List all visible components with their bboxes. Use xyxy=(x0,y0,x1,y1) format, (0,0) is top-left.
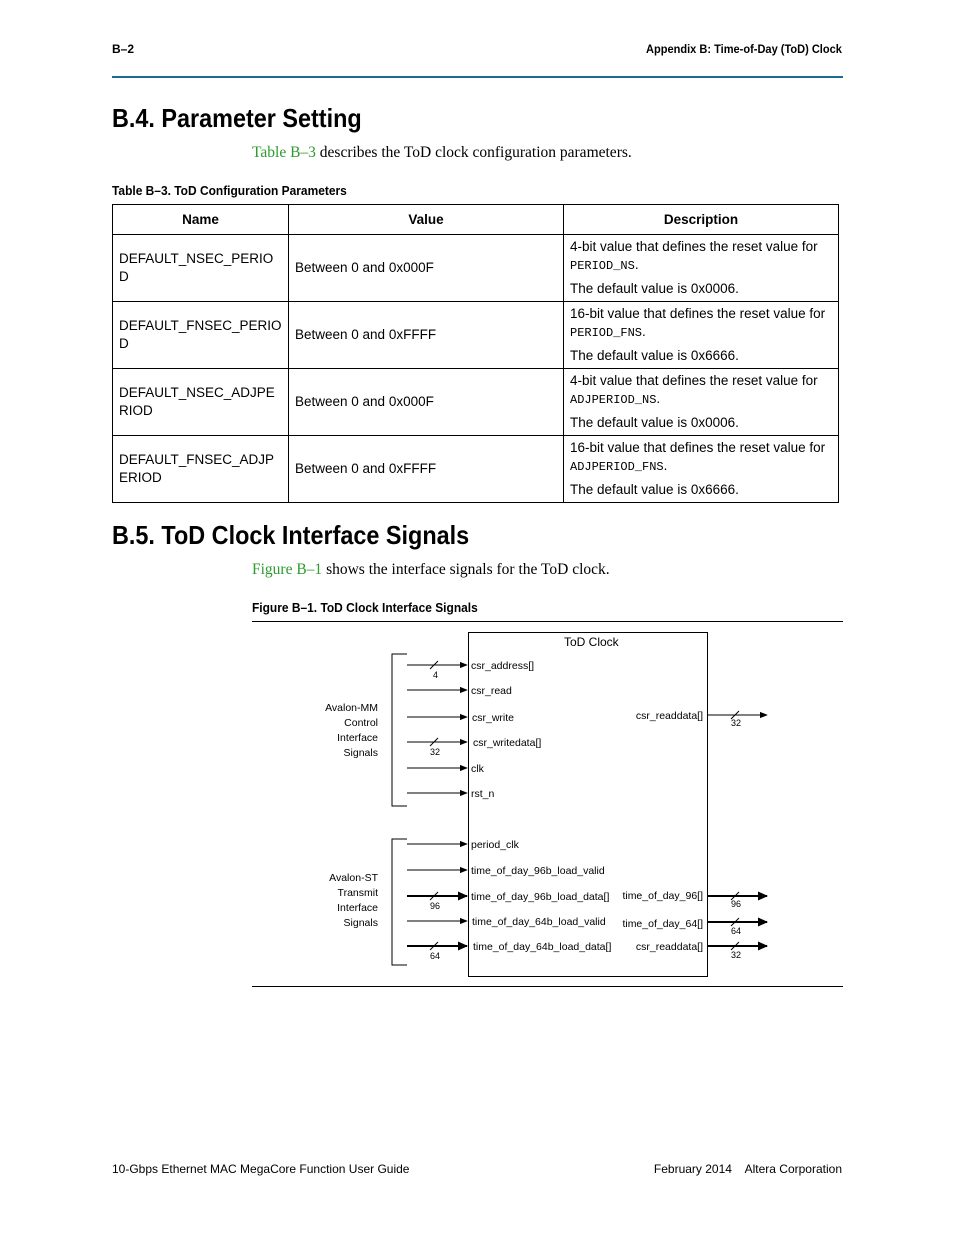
signal-label: rst_n xyxy=(471,788,495,800)
column-header-value: Value xyxy=(289,205,564,235)
section-title-parameter-setting: B.4. Parameter Setting xyxy=(112,103,362,133)
group-label-line: Signals xyxy=(343,917,378,929)
column-header-name: Name xyxy=(113,205,289,235)
avalon-st-bracket xyxy=(392,839,407,965)
page-label: B–2 xyxy=(112,42,135,56)
signal-label: time_of_day_96b_load_valid xyxy=(471,865,605,877)
group-label-line: Interface xyxy=(337,732,378,744)
bus-width: 32 xyxy=(731,950,742,960)
param-description: 16-bit value that defines the reset value for PERIOD_FNS. The default value is 0x6666. xyxy=(564,302,839,369)
group-label-line: Avalon-MM xyxy=(325,702,378,714)
output-label: time_of_day_64[] xyxy=(622,918,703,930)
output-label: csr_readdata[] xyxy=(635,941,703,953)
bus-width: 96 xyxy=(430,901,441,911)
signal-label: csr_writedata[] xyxy=(473,737,542,749)
section-title-interface-signals: B.5. ToD Clock Interface Signals xyxy=(112,520,470,550)
block-title: ToD Clock xyxy=(564,635,619,649)
avalon-mm-label xyxy=(325,702,378,759)
register-name: ADJPERIOD_FNS xyxy=(570,460,664,474)
table-link[interactable]: Table B–3 xyxy=(252,144,316,161)
register-name: PERIOD_NS xyxy=(570,259,635,273)
param-value: Between 0 and 0x000F xyxy=(289,235,564,302)
signal-label: time_of_day_96b_load_data[] xyxy=(471,891,610,903)
param-description: 4-bit value that defines the reset value for ADJPERIOD_NS. The default value is 0x0006. xyxy=(564,369,839,436)
group-label-line: Signals xyxy=(343,747,378,759)
table-caption: Table B–3. ToD Configuration Parameters xyxy=(112,183,347,198)
param-name: DEFAULT_FNSEC_ADJPERIOD xyxy=(113,436,289,503)
description-text: 4-bit value that defines the reset value for xyxy=(570,239,818,254)
param-name: DEFAULT_NSEC_ADJPERIOD xyxy=(113,369,289,436)
bus-width: 96 xyxy=(731,899,742,909)
param-value: Between 0 and 0x000F xyxy=(289,369,564,436)
bus-width: 4 xyxy=(433,670,439,680)
param-name: DEFAULT_FNSEC_PERIOD xyxy=(113,302,289,369)
column-header-description: Description xyxy=(564,205,839,235)
param-value: Between 0 and 0xFFFF xyxy=(289,436,564,503)
signal-label: time_of_day_64b_load_valid xyxy=(472,916,606,928)
group-label-line: Control xyxy=(344,717,378,729)
signal-label: time_of_day_64b_load_data[] xyxy=(473,941,612,953)
footer-date-company: February 2014 Altera Corporation xyxy=(653,1162,842,1176)
description-text: 16-bit value that defines the reset value for xyxy=(570,306,826,321)
default-value-text: The default value is 0x6666. xyxy=(570,348,739,363)
signal-label: period_clk xyxy=(471,839,519,851)
figure-caption: Figure B–1. ToD Clock Interface Signals xyxy=(252,600,478,615)
chapter-title: Appendix B: Time-of-Day (ToD) Clock xyxy=(646,42,842,56)
section-b4-intro-text: describes the ToD clock configuration parameters. xyxy=(315,144,632,161)
signal-label: csr_address[] xyxy=(471,660,535,672)
avalon-st-label xyxy=(329,872,378,929)
param-name: DEFAULT_NSEC_PERIOD xyxy=(113,235,289,302)
figure-link[interactable]: Figure B–1 xyxy=(252,561,323,578)
default-value-text: The default value is 0x6666. xyxy=(570,482,739,497)
output-label: csr_readdata[] xyxy=(635,710,703,722)
group-label-line: Interface xyxy=(337,902,378,914)
section-b5-intro-text: shows the interface signals for the ToD clock. xyxy=(322,561,610,578)
param-description: 16-bit value that defines the reset value for ADJPERIOD_FNS. The default value is 0x6666. xyxy=(564,436,839,503)
default-value-text: The default value is 0x0006. xyxy=(570,281,739,296)
default-value-text: The default value is 0x0006. xyxy=(570,415,739,430)
bus-width: 64 xyxy=(430,951,441,961)
param-description: 4-bit value that defines the reset value for PERIOD_NS. The default value is 0x0006. xyxy=(564,235,839,302)
param-value: Between 0 and 0xFFFF xyxy=(289,302,564,369)
register-name: PERIOD_FNS xyxy=(570,326,643,340)
description-text: 16-bit value that defines the reset value for xyxy=(570,440,826,455)
figure-bottom-rule xyxy=(252,986,843,987)
footer-document-title: 10-Gbps Ethernet MAC MegaCore Function User Guide xyxy=(112,1162,410,1176)
description-text: 4-bit value that defines the reset value for xyxy=(570,373,818,388)
avalon-mm-bracket xyxy=(392,654,407,806)
register-name: ADJPERIOD_NS xyxy=(570,393,657,407)
bus-width: 32 xyxy=(731,718,742,728)
signal-label: csr_read xyxy=(471,685,512,697)
bus-width: 64 xyxy=(731,926,742,936)
group-label-line: Transmit xyxy=(337,887,378,899)
signal-label: clk xyxy=(471,763,484,775)
output-label: time_of_day_96[] xyxy=(622,890,703,902)
signal-label: csr_write xyxy=(472,712,515,724)
group-label-line: Avalon-ST xyxy=(329,872,378,884)
bus-width: 32 xyxy=(430,747,441,757)
